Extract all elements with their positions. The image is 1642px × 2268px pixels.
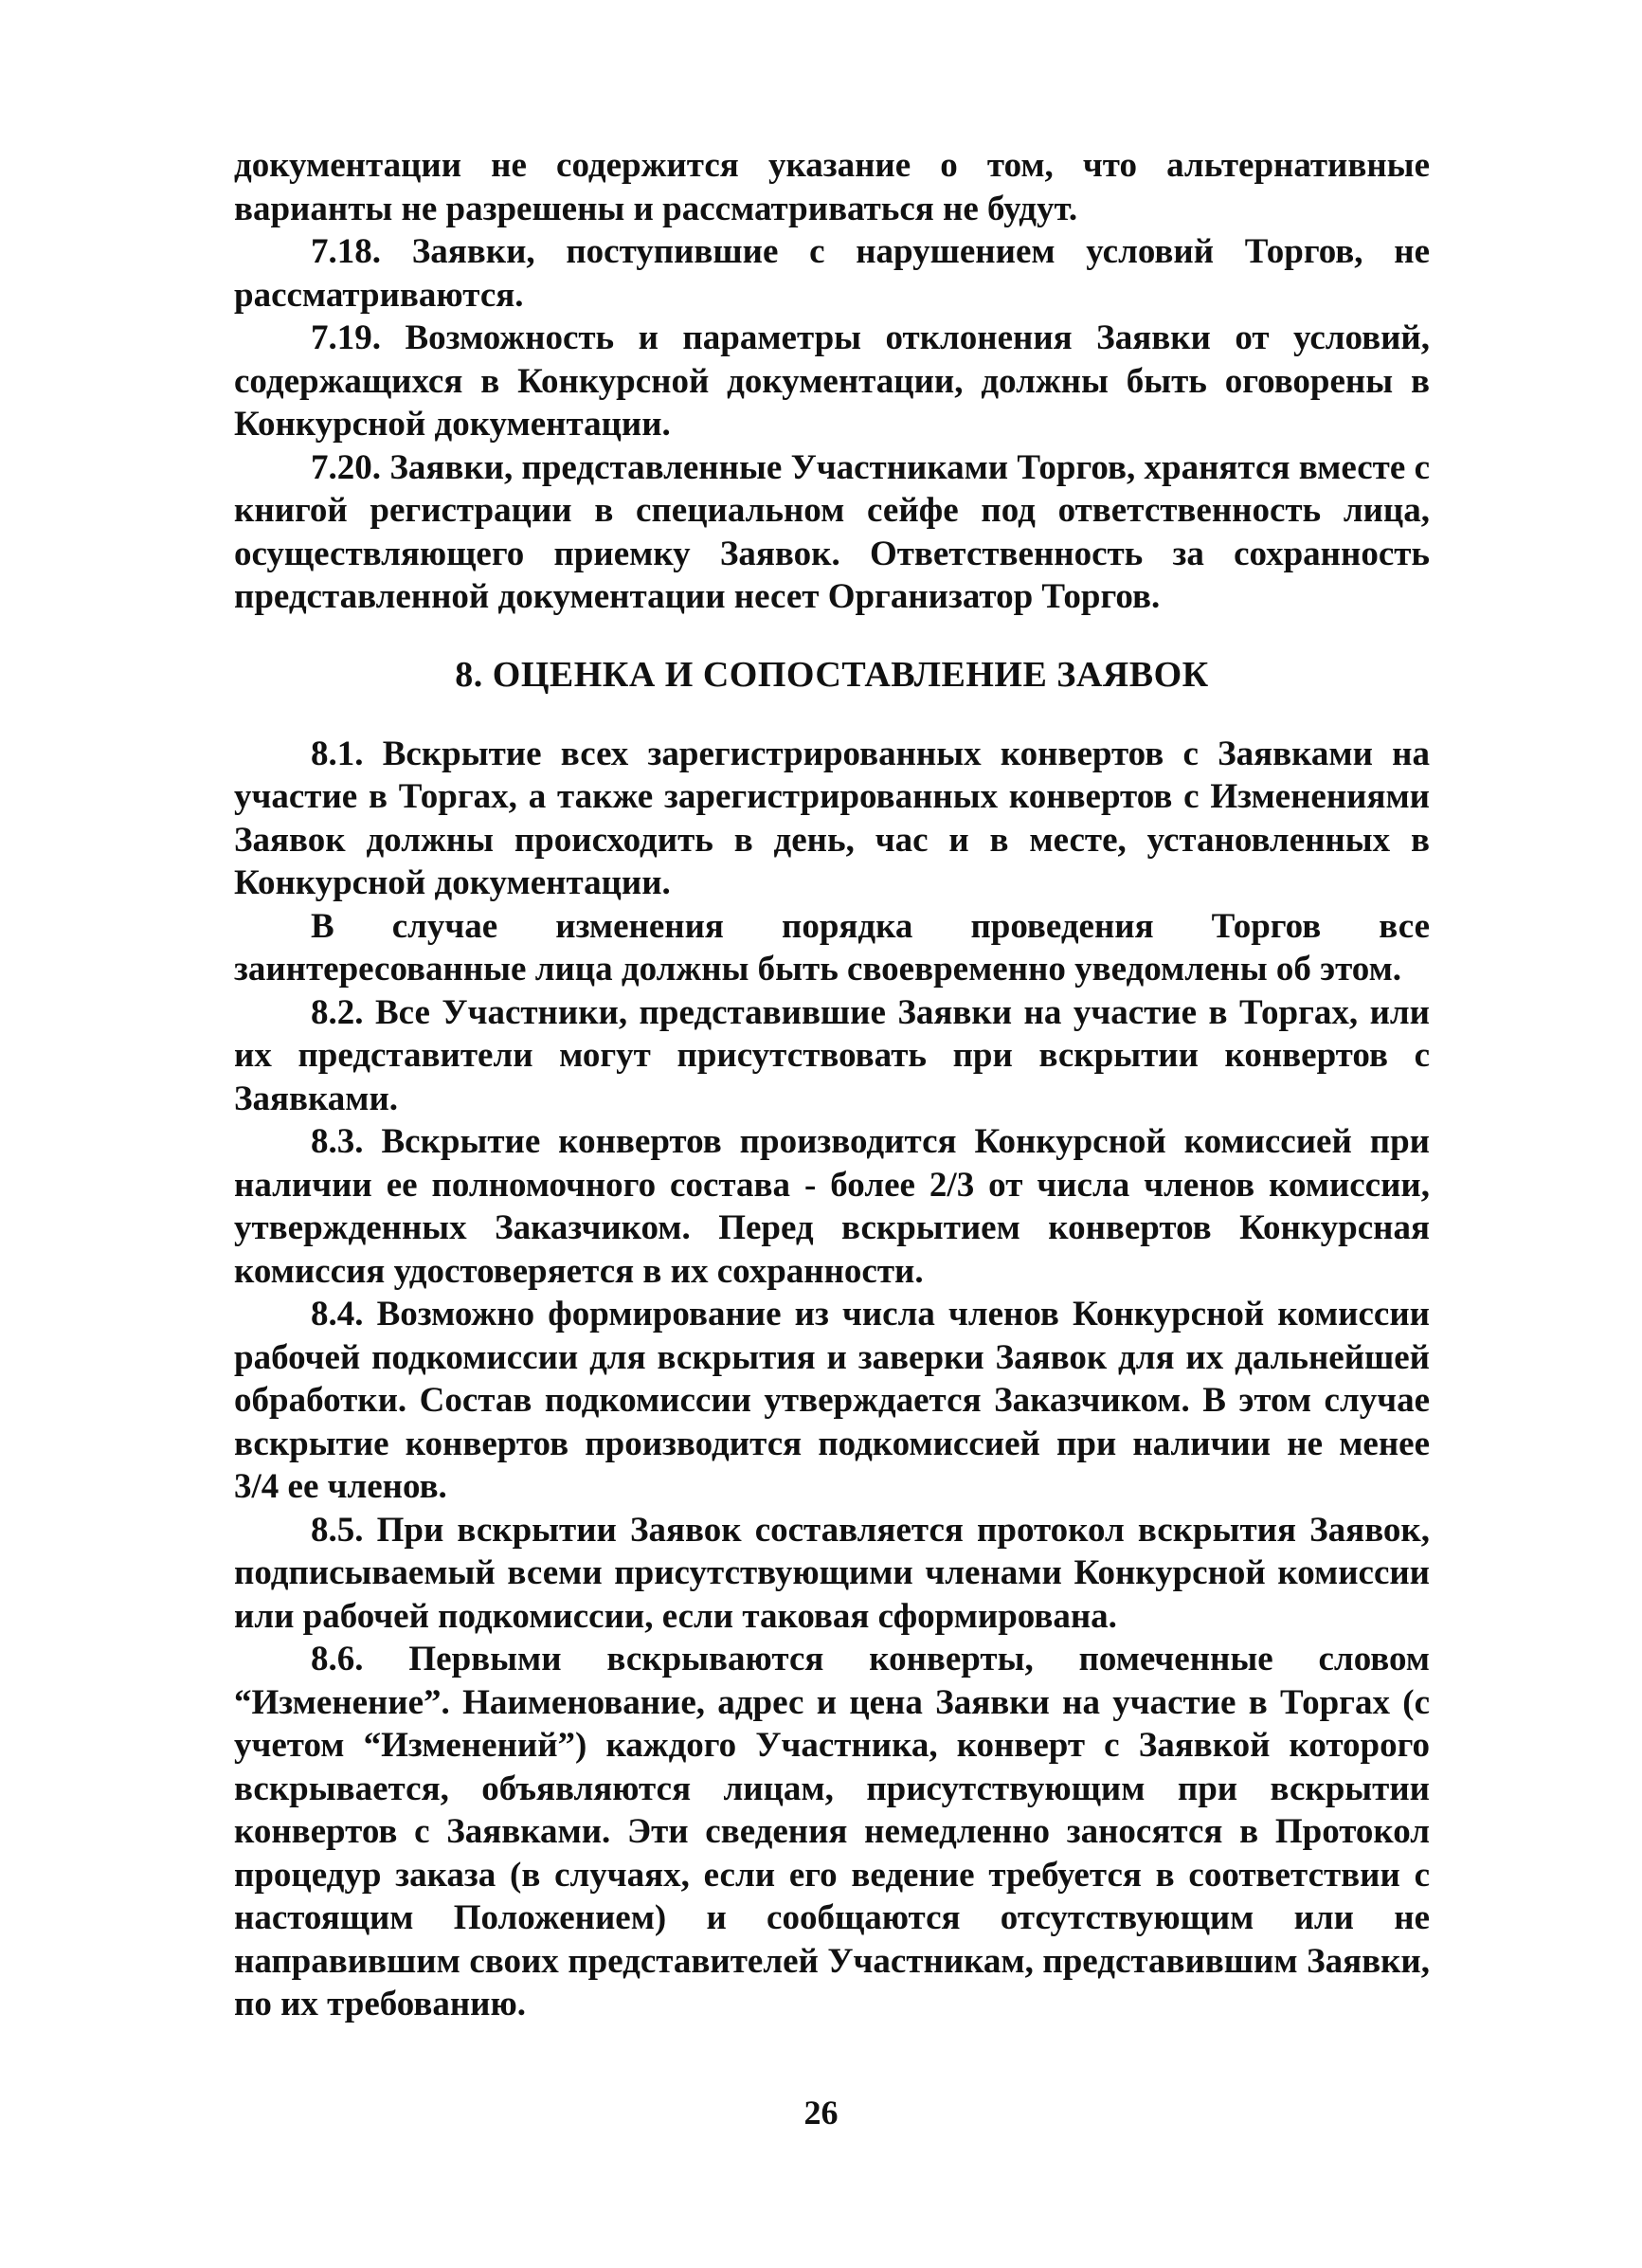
paragraph-8-6: 8.6. Первыми вскрываются конверты, помеченные словом “Изменение”. Наименование, адрес и цена Заявки на участие в Торгах (с учетом “Изменений”) каждого Участника, конверт с Заявкой которого вскрывается, объявляются лицам, присутствующим при вскрытии конвертов с Заявками. Эти сведения немедленно заносятся в Протокол процедур заказа (в случаях, если его ведение требуется в соответствии с настоящим Положением) и сообщаются отсутствующим или не направившим своих представителей Участникам, представившим Заявки, по их требованию. <box>234 1640 1430 2023</box>
paragraph-7-19: 7.19. Возможность и параметры отклонения Заявки от условий, содержащихся в Конкурсной документации, должны быть оговорены в Конкурсной документации. <box>234 318 1430 444</box>
paragraph-8-5: 8.5. При вскрытии Заявок составляется протокол вскрытия Заявок, подписываемый всеми присутствующими членами Конкурсной комиссии или рабочей подкомиссии, если таковая сформирована. <box>234 1510 1430 1636</box>
paragraph-8-1: 8.1. Вскрытие всех зарегистрированных конвертов с Заявками на участие в Торгах, а также зарегистрированных конвертов с Изменениями Заявок должны происходить в день, час и в месте, установленных в Конкурсной документации. <box>234 734 1430 902</box>
body-text <box>234 144 1430 2026</box>
paragraph-7-20: 7.20. Заявки, представленные Участниками Торгов, хранятся вместе с книгой регистрации в специальном сейфе под ответственность лица, осуществляющего приемку Заявок. Ответственность за сохранность представленной документации несет Организатор Торгов. <box>234 447 1430 616</box>
paragraph-8-1-note: В случае изменения порядка проведения Торгов все заинтересованные лица должны быть своевременно уведомлены об этом. <box>234 906 1430 989</box>
paragraph-7-17-continuation: документации не содержится указание о том, что альтернативные варианты не разрешены и рассматриваться не будут. <box>234 146 1430 228</box>
paragraph-8-4: 8.4. Возможно формирование из числа членов Конкурсной комиссии рабочей подкомиссии для вскрытия и заверки Заявок для их дальнейшей обработки. Состав подкомиссии утверждается Заказчиком. В этом случае вскрытие конвертов производится подкомиссией при наличии не менее 3/4 ее членов. <box>234 1295 1430 1506</box>
section-heading: 8. ОЦЕНКА И СОПОСТАВЛЕНИЕ ЗАЯВОК <box>455 654 1209 695</box>
paragraph-8-3: 8.3. Вскрытие конвертов производится Конкурсной комиссией при наличии ее полномочного состава - более 2/3 от числа членов комиссии, утвержденных Заказчиком. Перед вскрытием конвертов Конкурсная комиссия удостоверяется в их сохранности. <box>234 1122 1430 1291</box>
paragraphs-before-heading <box>234 144 1430 619</box>
paragraphs-after-heading <box>234 733 1430 2026</box>
paragraph-8-2: 8.2. Все Участники, представившие Заявки на участие в Торгах, или их представители могут присутствовать при вскрытии конвертов с Заявками. <box>234 992 1430 1118</box>
page-number: 26 <box>803 2094 839 2132</box>
paragraph-7-18: 7.18. Заявки, поступившие с нарушением условий Торгов, не рассматриваются. <box>234 232 1430 315</box>
